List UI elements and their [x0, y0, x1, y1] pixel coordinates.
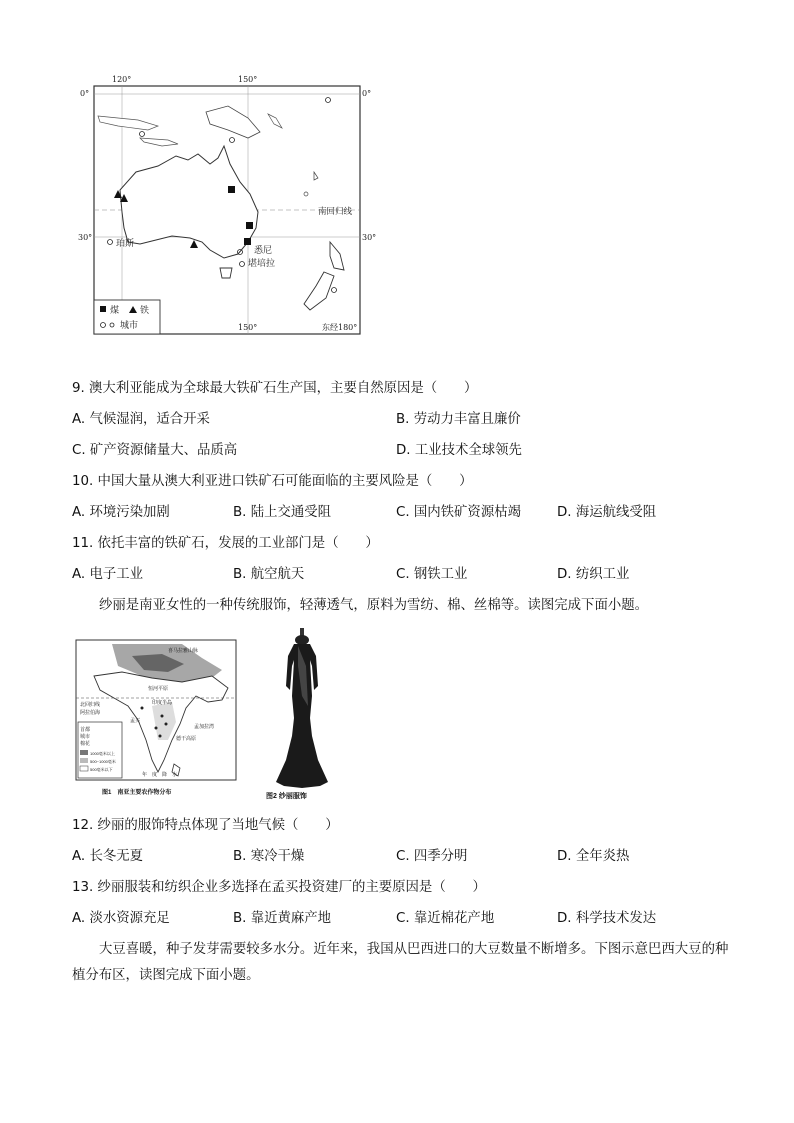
- question-13-option-d[interactable]: D. 科学技术发达: [557, 911, 657, 926]
- question-9-option-b[interactable]: B. 劳动力丰富且廉价: [396, 412, 521, 427]
- question-10-option-a[interactable]: A. 环境污染加剧: [72, 505, 170, 520]
- label-arabian-sea: 阿拉伯海: [80, 710, 101, 716]
- sari-dress-image: [262, 626, 342, 802]
- lat-label-0-left: 0°: [80, 89, 90, 98]
- legend-city-label: 城市: [120, 321, 139, 331]
- question-12-option-c[interactable]: C. 四季分明: [396, 849, 468, 864]
- legend-rain-500-1000: 500~1000毫米: [90, 759, 116, 764]
- question-13-option-a[interactable]: A. 淡水资源充足: [72, 911, 170, 926]
- lon-label-120: 120°: [112, 75, 132, 84]
- question-10-stem: 10. 中国大量从澳大利亚进口铁矿石可能面临的主要风险是（ ）: [72, 474, 473, 489]
- legend-rain-500: 500毫米以下: [90, 767, 113, 772]
- city-label-perth: 珀斯: [116, 239, 135, 249]
- question-11-option-b[interactable]: B. 航空航天: [233, 567, 305, 582]
- sari-intro-paragraph: 纱丽是南亚女性的一种传统服饰，轻薄透气，原料为雪纺、棉、丝棉等。读图完成下面小题。: [99, 598, 649, 613]
- question-11-option-c[interactable]: C. 钢铁工业: [396, 567, 468, 582]
- label-ganges-plain: 恒河平原: [148, 686, 169, 692]
- figure1-caption: 图1 南亚主要农作物分布: [102, 790, 172, 796]
- question-12-option-b[interactable]: B. 寒冷干燥: [233, 849, 305, 864]
- question-9-stem: 9. 澳大利亚能成为全球最大铁矿石生产国，主要自然原因是（ ）: [72, 381, 478, 396]
- city-label-sydney: 悉尼: [254, 246, 273, 256]
- lat-label-30-left: 30°: [78, 233, 93, 242]
- label-deccan: 德干高原: [176, 736, 197, 742]
- lon-label-150-bottom: 150°: [238, 323, 258, 332]
- figure2-caption: 图2 纱丽服饰: [266, 793, 307, 800]
- question-9-option-a[interactable]: A. 气候湿润，适合开采: [72, 412, 210, 427]
- question-10-option-c[interactable]: C. 国内铁矿资源枯竭: [396, 505, 521, 520]
- south-asia-crop-map: [72, 636, 242, 802]
- question-9-option-d[interactable]: D. 工业技术全球领先: [396, 443, 522, 458]
- legend-rain-1000: 1000毫米以上: [90, 751, 115, 756]
- label-indian-peninsula: 印度半岛: [152, 700, 173, 706]
- legend-capital: 首都: [80, 727, 91, 733]
- label-annual-precip: 年 度 降 水: [142, 772, 178, 778]
- label-bay-of-bengal: 孟加拉湾: [194, 724, 215, 730]
- question-13-option-b[interactable]: B. 靠近黄麻产地: [233, 911, 332, 926]
- question-13-option-c[interactable]: C. 靠近棉花产地: [396, 911, 495, 926]
- question-12-option-d[interactable]: D. 全年炎热: [557, 849, 630, 864]
- tropic-label: 南回归线: [318, 207, 353, 217]
- legend-city: 城市: [80, 734, 91, 740]
- lat-label-0-right: 0°: [362, 89, 372, 98]
- question-11-stem: 11. 依托丰富的铁矿石，发展的工业部门是（ ）: [72, 536, 379, 551]
- question-11-option-d[interactable]: D. 纺织工业: [557, 567, 630, 582]
- label-tropic: 北回归线: [80, 702, 101, 708]
- lon-label-180: 东经180°: [322, 323, 358, 332]
- label-mumbai: 孟买: [130, 718, 141, 724]
- question-9-option-c[interactable]: C. 矿产资源储量大、品质高: [72, 443, 238, 458]
- legend-cotton: 棉花: [80, 741, 91, 747]
- legend-iron-label: 铁: [140, 306, 150, 316]
- city-label-canberra: 堪培拉: [248, 259, 276, 269]
- question-10-option-d[interactable]: D. 海运航线受阻: [557, 505, 657, 520]
- question-12-stem: 12. 纱丽的服饰特点体现了当地气候（ ）: [72, 818, 339, 833]
- lon-label-150-top: 150°: [238, 75, 258, 84]
- question-11-option-a[interactable]: A. 电子工业: [72, 567, 143, 582]
- australia-map: [78, 72, 378, 340]
- question-12-option-a[interactable]: A. 长冬无夏: [72, 849, 143, 864]
- label-himalaya: 喜马拉雅山脉: [168, 648, 199, 654]
- soybean-intro-paragraph: 大豆喜暖，种子发芽需要较多水分。近年来，我国从巴西进口的大豆数量不断增多。下图示意巴西大豆的种植分布区，读图完成下面小题。: [72, 942, 729, 983]
- question-10-option-b[interactable]: B. 陆上交通受阻: [233, 505, 332, 520]
- legend-coal-label: 煤: [110, 306, 120, 316]
- lat-label-30-right: 30°: [362, 233, 377, 242]
- question-13-stem: 13. 纱丽服装和纺织企业多选择在孟买投资建厂的主要原因是（ ）: [72, 880, 486, 895]
